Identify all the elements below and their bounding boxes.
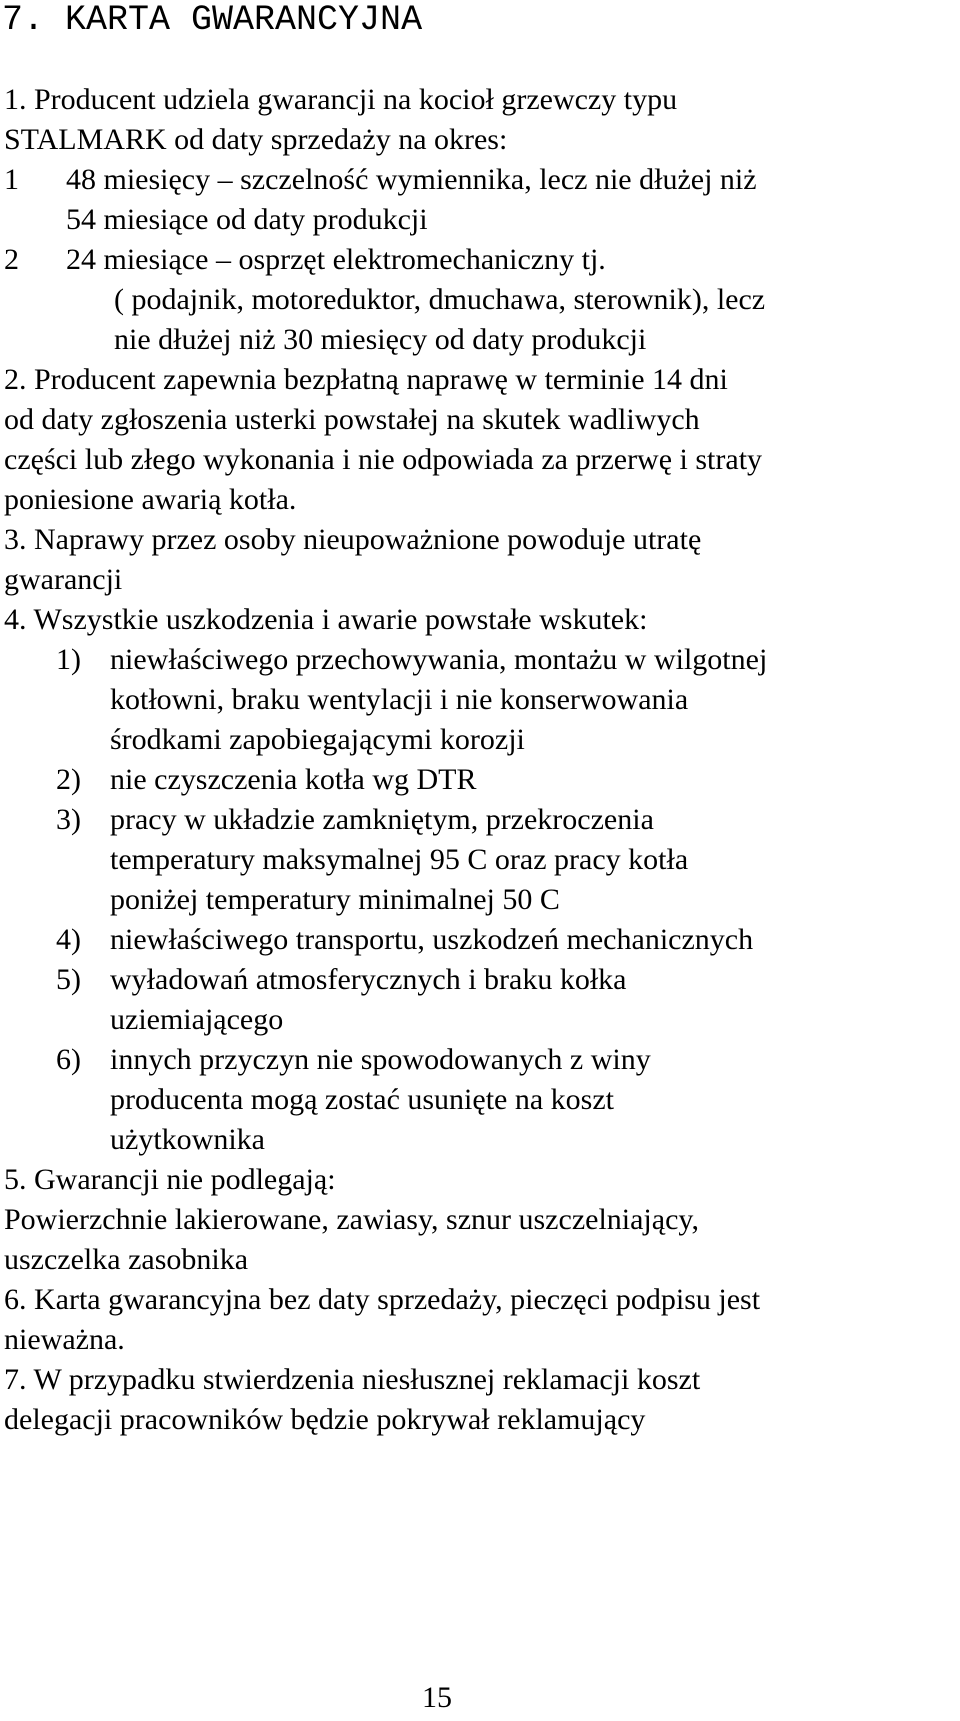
item-text: niewłaściwego przechowywania, montażu w wilgotnej bbox=[110, 643, 768, 676]
list-item bbox=[56, 1040, 767, 1160]
item-text: ( podajnik, motoreduktor, dmuchawa, sterownik), lecz bbox=[114, 283, 766, 316]
item-text: kotłowni, braku wentylacji i nie konserwowania bbox=[110, 683, 689, 716]
section-7 bbox=[4, 1360, 700, 1440]
item-text: 24 miesiące – osprzęt elektromechaniczny tj. bbox=[66, 243, 606, 276]
section-2-line-3: części lub złego wykonania i nie odpowiada za przerwę i straty bbox=[4, 443, 763, 476]
item-number: 1 bbox=[4, 163, 19, 196]
list-item bbox=[56, 800, 767, 920]
section-7-line-1: 7. W przypadku stwierdzenia niesłusznej reklamacji koszt bbox=[4, 1363, 701, 1396]
section-3 bbox=[4, 520, 701, 600]
section-5-line-2: Powierzchnie lakierowane, zawiasy, sznur uszczelniający, bbox=[4, 1203, 699, 1236]
section-1-line-1: 1. Producent udziela gwarancji na kocioł grzewczy typu bbox=[4, 83, 678, 116]
item-text: pracy w układzie zamkniętym, przekroczenia bbox=[110, 803, 654, 836]
section-1 bbox=[4, 80, 677, 160]
section-3-line-1: 3. Naprawy przez osoby nieupoważnione powoduje utratę bbox=[4, 523, 702, 556]
section-2-line-2: od daty zgłoszenia usterki powstałej na skutek wadliwych bbox=[4, 403, 700, 436]
item-number: 6) bbox=[56, 1043, 81, 1076]
item-text: uziemiającego bbox=[110, 1003, 284, 1036]
section-3-line-2: gwarancji bbox=[4, 563, 123, 596]
section-6-line-2: nieważna. bbox=[4, 1323, 125, 1356]
item-text: środkami zapobiegającymi korozji bbox=[110, 723, 525, 756]
section-1-item-1 bbox=[4, 160, 757, 240]
list-item bbox=[56, 960, 767, 1040]
item-number: 5) bbox=[56, 963, 81, 996]
item-text: 54 miesiące od daty produkcji bbox=[66, 203, 428, 236]
item-number: 2 bbox=[4, 243, 19, 276]
section-5 bbox=[4, 1160, 699, 1280]
section-1-line-2: STALMARK od daty sprzedaży na okres: bbox=[4, 123, 508, 156]
item-text: poniżej temperatury minimalnej 50 C bbox=[110, 883, 560, 916]
item-text: użytkownika bbox=[110, 1123, 265, 1156]
item-number: 3) bbox=[56, 803, 81, 836]
page-number: 15 bbox=[422, 1681, 452, 1714]
section-2-line-4: poniesione awarią kotła. bbox=[4, 483, 297, 516]
item-number: 4) bbox=[56, 923, 81, 956]
item-text: innych przyczyn nie spowodowanych z winy bbox=[110, 1043, 651, 1076]
list-item bbox=[56, 640, 767, 760]
section-2 bbox=[4, 360, 762, 520]
section-5-line-3: uszczelka zasobnika bbox=[4, 1243, 249, 1276]
item-number: 1) bbox=[56, 643, 81, 676]
section-6-line-1: 6. Karta gwarancyjna bez daty sprzedaży, pieczęci podpisu jest bbox=[4, 1283, 761, 1316]
section-5-line-1: 5. Gwarancji nie podlegają: bbox=[4, 1163, 336, 1196]
item-text: nie czyszczenia kotła wg DTR bbox=[110, 763, 477, 796]
list-item bbox=[56, 760, 767, 800]
page-title: 7. KARTA GWARANCYJNA bbox=[2, 0, 423, 40]
section-2-line-1: 2. Producent zapewnia bezpłatną naprawę w terminie 14 dni bbox=[4, 363, 728, 396]
section-4 bbox=[4, 600, 647, 640]
item-text: wyładowań atmosferycznych i braku kołka bbox=[110, 963, 627, 996]
item-text: 48 miesięcy – szczelność wymiennika, lecz nie dłużej niż bbox=[66, 163, 757, 196]
section-7-line-2: delegacji pracowników będzie pokrywał reklamujący bbox=[4, 1403, 646, 1436]
item-number: 2) bbox=[56, 763, 81, 796]
item-text: temperatury maksymalnej 95 C oraz pracy kotła bbox=[110, 843, 689, 876]
item-text: niewłaściwego transportu, uszkodzeń mechanicznych bbox=[110, 923, 754, 956]
section-4-line-1: 4. Wszystkie uszkodzenia i awarie powstałe wskutek: bbox=[4, 603, 648, 636]
item-text: producenta mogą zostać usunięte na koszt bbox=[110, 1083, 614, 1116]
section-6 bbox=[4, 1280, 760, 1360]
section-4-list bbox=[56, 640, 767, 1160]
list-item bbox=[56, 920, 767, 960]
section-1-item-2 bbox=[4, 240, 765, 360]
item-text: nie dłużej niż 30 miesięcy od daty produkcji bbox=[114, 323, 647, 356]
